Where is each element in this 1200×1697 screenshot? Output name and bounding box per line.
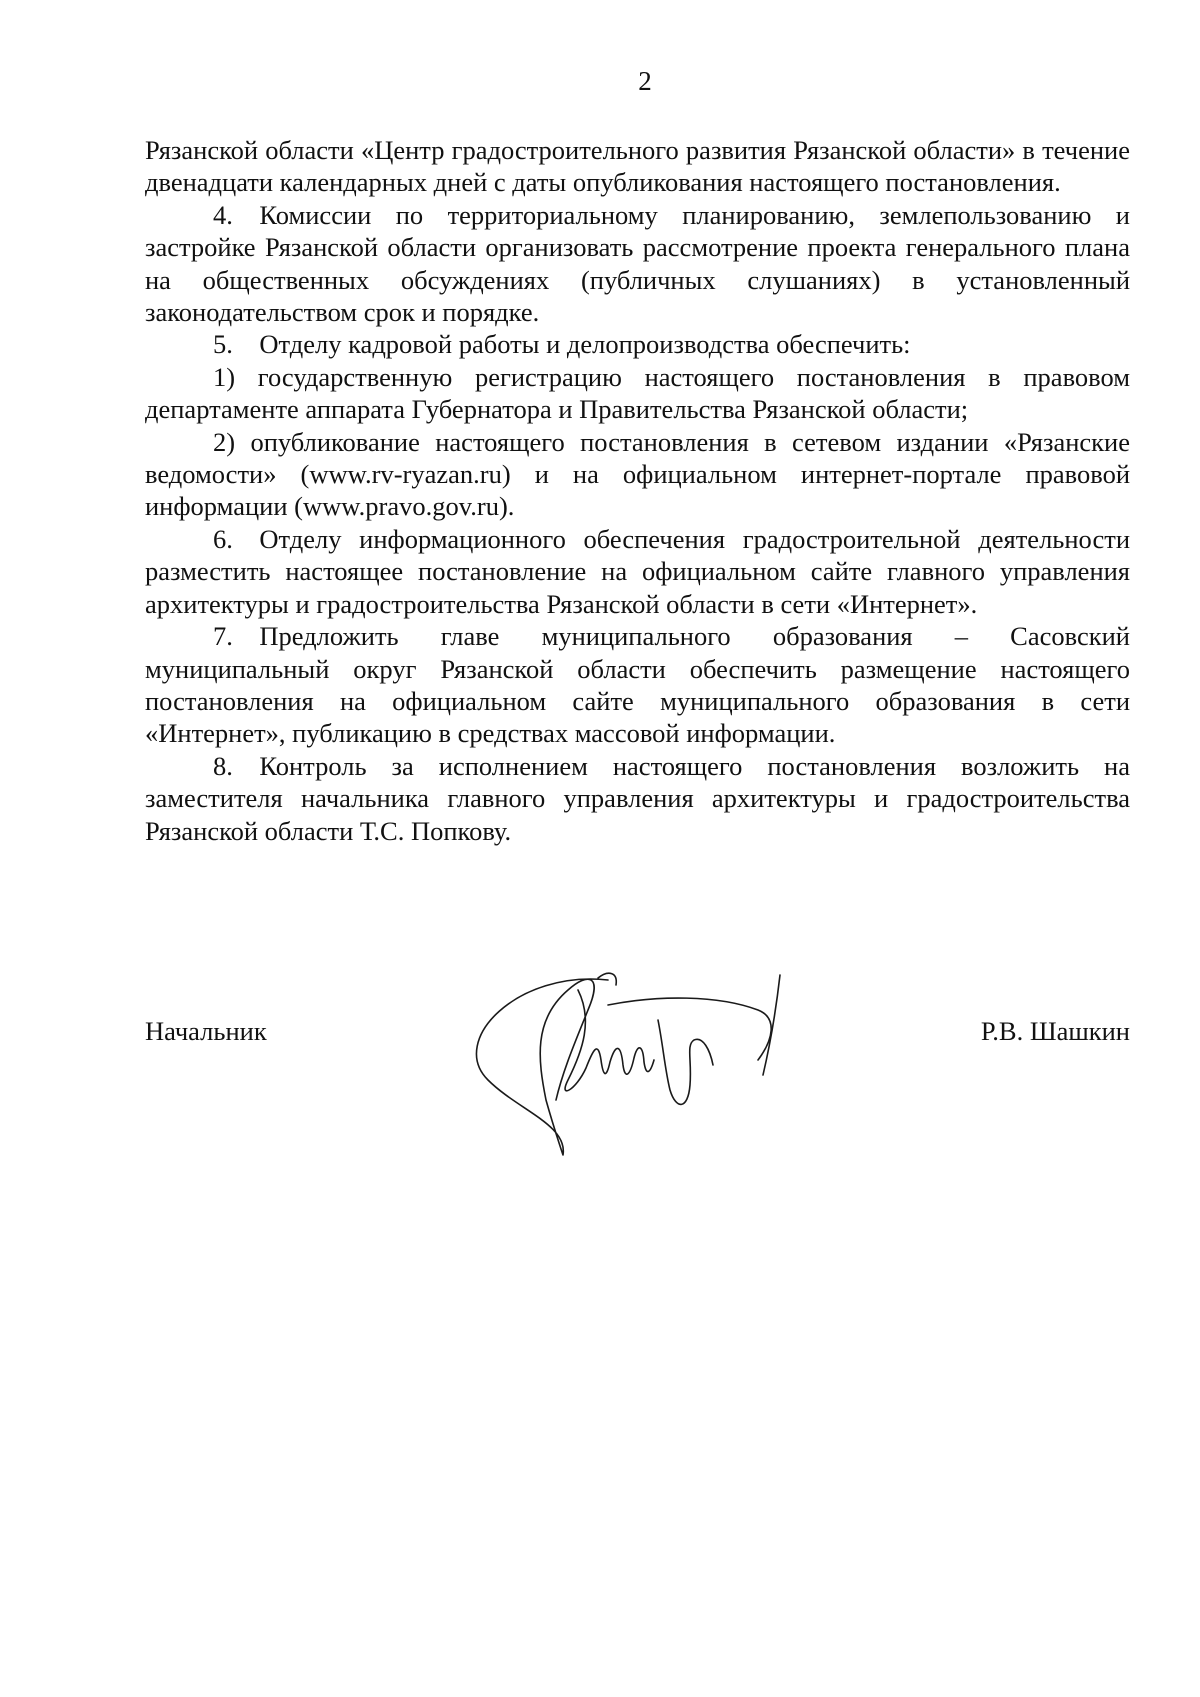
signer-position: Начальник bbox=[145, 1016, 267, 1046]
page-number: 2 bbox=[638, 66, 652, 96]
paragraph-item-5-1: 1) государственную регистрацию настоящего постановления в правовом департаменте аппарата Губернатора и Правительства Рязанской области; bbox=[145, 361, 1130, 425]
paragraph-item-7: 7. Предложить главе муниципального образования – Сасовский муниципальный округ Рязанской области обеспечить размещение настоящего постановления на официальном сайте муниципального образования в сети «Интернет», публикацию в средствах массовой информации. bbox=[145, 621, 1130, 749]
paragraph-item-5-2: 2) опубликование настоящего постановления в сетевом издании «Рязанские ведомости» (www.rv-ryazan.ru) и на официальном интернет-портале правовой информации (www.pravo.gov.ru). bbox=[145, 426, 1130, 522]
paragraph-item-8: 8. Контроль за исполнением настоящего постановления возложить на заместителя начальника главного управления архитектуры и градостроительства Рязанской области Т.С. Попкову. bbox=[145, 750, 1130, 846]
paragraph-item-5: 5. Отделу кадровой работы и делопроизводства обеспечить: bbox=[213, 329, 911, 360]
paragraph-continuation: Рязанской области «Центр градостроительного развития Рязанской области» в течение двенадцати календарных дней с даты опубликования настоящего постановления. bbox=[145, 135, 1130, 198]
paragraph-item-4: 4. Комиссии по территориальному планированию, землепользованию и застройке Рязанской области организовать рассмотрение проекта генерального плана на общественных обсуждениях (публичных слушаниях) в установленный законодательством срок и порядке. bbox=[145, 199, 1130, 328]
handwritten-signature bbox=[458, 950, 858, 1160]
signer-name: Р.В. Шашкин bbox=[980, 1016, 1130, 1046]
paragraph-item-6: 6. Отделу информационного обеспечения градостроительной деятельности разместить настоящее постановление на официальном сайте главного управления архитектуры и градостроительства Рязанской области в сети «Интернет». bbox=[145, 523, 1130, 619]
document-body bbox=[145, 134, 1130, 847]
